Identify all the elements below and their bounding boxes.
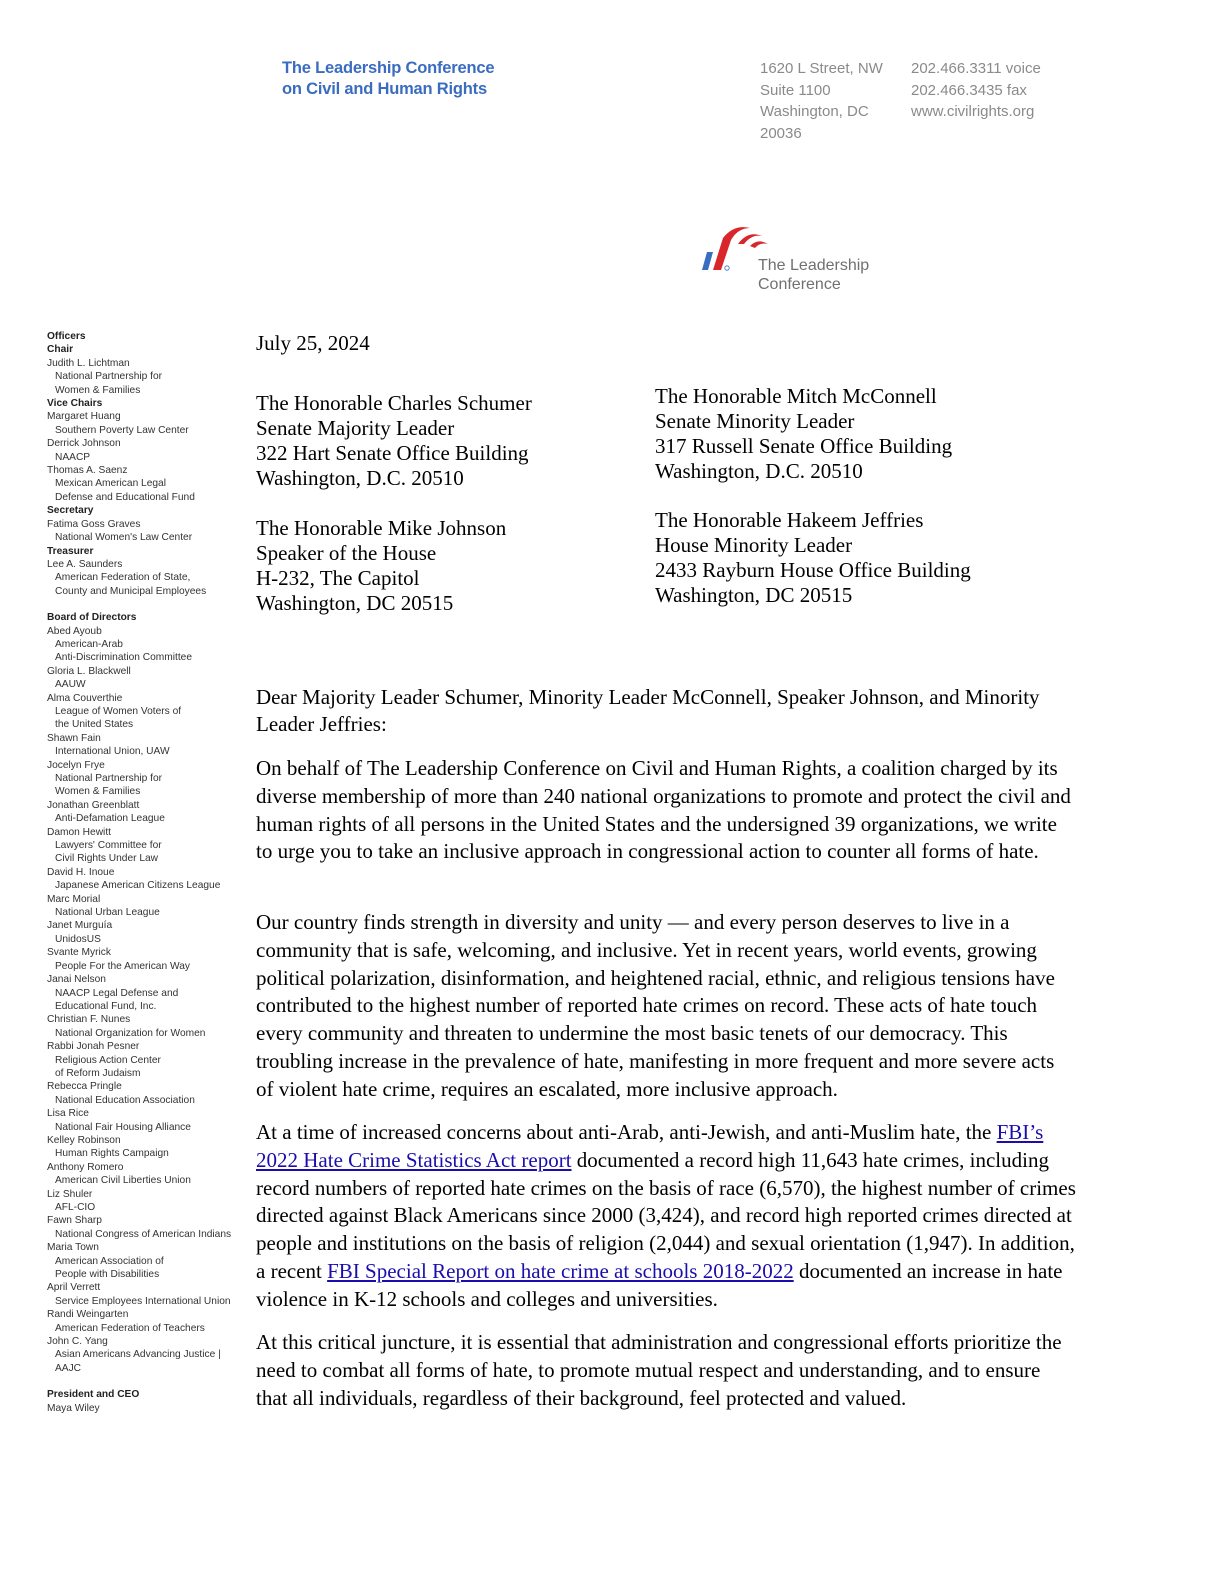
logo-text-line1: The Leadership xyxy=(758,257,870,274)
member-name: Thomas A. Saenz xyxy=(47,465,128,477)
member-name: Gloria L. Blackwell xyxy=(47,665,131,677)
recipient-line: Speaker of the House xyxy=(256,541,437,565)
member-org: American Civil Liberties Union xyxy=(55,1175,191,1187)
member-name: Christian F. Nunes xyxy=(47,1014,131,1026)
vice-chairs-list xyxy=(47,410,237,504)
recipient-line: 317 Russell Senate Office Building xyxy=(655,434,953,458)
salutation: Dear Majority Leader Schumer, Minority Leader McConnell, Speaker Johnson, and Minority Leader Jeffries: xyxy=(256,685,1040,736)
member-name: Janet Murguía xyxy=(47,920,113,932)
member-name: April Verrett xyxy=(47,1282,101,1294)
member-name: Liz Shuler xyxy=(47,1188,93,1200)
member-name: Derrick Johnson xyxy=(47,438,121,450)
recipient-line: Senate Majority Leader xyxy=(256,416,455,440)
officers-heading: Officers xyxy=(47,331,86,342)
member-org: American Federation of Teachers xyxy=(55,1322,205,1334)
recipient-line: Washington, D.C. 20510 xyxy=(256,466,464,490)
member-org: Anti-Defamation League xyxy=(55,813,165,825)
member-org: National Fair Housing Alliance xyxy=(55,1121,191,1133)
recipient-johnson xyxy=(256,516,506,616)
member-org: Religious Action Center xyxy=(55,1054,161,1066)
phone-fax: 202.466.3435 fax xyxy=(911,81,1027,99)
org-name-line1: The Leadership Conference xyxy=(282,59,495,77)
president-name: Maya Wiley xyxy=(47,1402,100,1414)
paragraph-3-text: documented a record high 11,643 hate crimes, including record numbers of reported hate crimes on the basis of race (6,570), the highest number of crimes directed against Black Americans since 2000 (3,424), and record high reported crimes directed at people and institutions on the basis of religion (2,044) and sexual orientation (1,947). In addition, a recent xyxy=(256,1147,1076,1283)
recipient-schumer xyxy=(256,391,532,491)
member-org: National Education Association xyxy=(55,1094,195,1106)
member-org: Japanese American Citizens League xyxy=(55,880,221,892)
fbi-2022-report-link[interactable]: FBI’s 2022 Hate Crime Statistics Act report xyxy=(256,1120,1044,1172)
president-heading: President and CEO xyxy=(47,1389,140,1401)
member-org: County and Municipal Employees xyxy=(55,585,207,597)
treasurer-list xyxy=(47,558,237,598)
member-org: American Federation of State, xyxy=(55,572,191,584)
member-org: National Urban League xyxy=(55,907,160,919)
vice-chairs-heading: Vice Chairs xyxy=(47,398,103,410)
member-org: National Congress of American Indians xyxy=(55,1228,232,1240)
org-address xyxy=(760,58,890,144)
secretary-list xyxy=(47,518,237,545)
member-org: Civil Rights Under Law xyxy=(55,853,159,865)
member-org: People with Disabilities xyxy=(55,1269,160,1281)
member-org: Women & Families xyxy=(55,786,141,798)
member-org: Asian Americans Advancing Justice | xyxy=(55,1349,221,1361)
member-name: Rabbi Jonah Pesner xyxy=(47,1041,140,1053)
member-name: Lee A. Saunders xyxy=(47,558,123,570)
logo-text xyxy=(758,256,869,294)
paragraph-4: At this critical juncture, it is essential that administration and congressional efforts prioritize the need to combat all forms of hate, to promote mutual respect and understanding, and to ensure that all individuals, regardless of their background, feel protected and valued. xyxy=(256,1330,1062,1410)
member-org: National Partnership for xyxy=(55,773,163,784)
member-name: Maria Town xyxy=(47,1242,99,1254)
member-org: National Women's Law Center xyxy=(55,532,193,544)
address-line: Washington, DC xyxy=(760,103,869,120)
member-name: Jonathan Greenblatt xyxy=(47,799,140,811)
member-org: Educational Fund, Inc. xyxy=(55,1000,157,1012)
member-name: Anthony Romero xyxy=(47,1161,124,1173)
member-org: Service Employees International Union xyxy=(55,1295,231,1307)
logo-text-line2: Conference xyxy=(758,276,841,293)
chair-list xyxy=(47,357,237,397)
paragraph-3-text: At a time of increased concerns about anti-Arab, anti-Jewish, and anti-Muslim hate, the xyxy=(256,1120,997,1144)
recipient-line: Washington, DC 20515 xyxy=(655,583,853,607)
recipient-line: H-232, The Capitol xyxy=(256,566,420,590)
member-org: NAACP Legal Defense and xyxy=(55,987,179,999)
member-name: Margaret Huang xyxy=(47,411,121,423)
member-org: Mexican American Legal xyxy=(55,478,166,490)
member-name: Judith L. Lichtman xyxy=(47,357,130,369)
member-name: Svante Myrick xyxy=(47,947,111,959)
member-org: UnidosUS xyxy=(55,933,101,945)
org-name-line2: on Civil and Human Rights xyxy=(282,80,487,98)
org-name xyxy=(282,58,494,100)
member-org: National Partnership for xyxy=(55,371,163,383)
recipient-mcconnell xyxy=(655,384,952,484)
address-line: Suite 1100 xyxy=(760,81,831,99)
member-org: International Union, UAW xyxy=(55,746,170,758)
member-org: People For the American Way xyxy=(55,960,190,972)
member-org: Lawyers' Committee for xyxy=(55,840,162,852)
member-name: Marc Morial xyxy=(47,893,101,905)
recipient-jeffries xyxy=(655,508,971,608)
board-heading: Board of Directors xyxy=(47,612,137,624)
member-name: John C. Yang xyxy=(47,1336,108,1348)
paragraph-1: On behalf of The Leadership Conference on Civil and Human Rights, a coalition charged by its diverse membership of more than 240 national organizations to promote and protect the civil and human rights of all persons in the United States and the undersigned 39 organizations, we write to urge you to take an inclusive approach in congressional action to counter all forms of hate. xyxy=(256,756,1071,864)
paragraph-3 xyxy=(256,1119,1076,1314)
member-org: Defense and Educational Fund xyxy=(55,491,195,503)
paragraph-2: Our country finds strength in diversity and unity — and every person deserves to live in a community that is safe, welcoming, and inclusive. Yet in recent years, world events, growing political polarization, disinformation, and heightened racial, ethnic, and religious tensions have contributed to the highest number of reported hate crimes on record. These acts of hate touch every community and threaten to undermine the most basic tenets of our democracy. This troubling increase in the prevalence of hate, manifesting in more frequent and more severe acts of violent hate crime, requires an escalated, more inclusive approach. xyxy=(256,910,1055,1101)
chair-heading: Chair xyxy=(47,344,74,356)
member-name: Janai Nelson xyxy=(47,974,106,986)
secretary-heading: Secretary xyxy=(47,505,94,517)
member-org: AFL-CIO xyxy=(55,1202,96,1213)
officers-sidebar xyxy=(47,330,237,1415)
member-org: Anti-Discrimination Committee xyxy=(55,652,192,664)
member-name: Kelley Robinson xyxy=(47,1134,121,1146)
member-org: the United States xyxy=(55,719,134,731)
paragraph-3-text: documented an increase in hate violence in K-12 schools and colleges and universities. xyxy=(256,1258,1063,1311)
board-list xyxy=(47,625,237,1376)
leadership-conference-logo xyxy=(694,220,894,294)
treasurer-heading: Treasurer xyxy=(47,545,94,557)
member-org: NAACP xyxy=(55,451,91,463)
letter-date: July 25, 2024 xyxy=(256,331,370,355)
recipient-line: The Honorable Charles Schumer xyxy=(256,391,532,415)
recipient-line: The Honorable Mike Johnson xyxy=(256,516,507,540)
member-org: American-Arab xyxy=(55,638,123,650)
member-name: Fawn Sharp xyxy=(47,1215,102,1227)
member-name: Abed Ayoub xyxy=(47,625,102,637)
member-org: AAJC xyxy=(55,1362,82,1374)
member-name: David H. Inoue xyxy=(47,866,115,878)
member-org: National Organization for Women xyxy=(55,1027,206,1039)
recipient-line: House Minority Leader xyxy=(655,533,853,557)
recipient-line: Senate Minority Leader xyxy=(655,409,855,433)
member-name: Fatima Goss Graves xyxy=(47,518,141,530)
member-name: Jocelyn Frye xyxy=(47,759,105,771)
member-name: Damon Hewitt xyxy=(47,826,111,838)
member-org: AAUW xyxy=(55,679,86,691)
address-line: 20036 xyxy=(760,124,802,142)
recipient-line: 2433 Rayburn House Office Building xyxy=(655,558,971,582)
recipient-line: Washington, D.C. 20510 xyxy=(655,459,863,483)
member-name: Rebecca Pringle xyxy=(47,1081,122,1093)
recipient-line: The Honorable Hakeem Jeffries xyxy=(655,508,924,532)
member-name: Lisa Rice xyxy=(47,1108,89,1120)
member-org: American Association of xyxy=(55,1255,164,1267)
recipient-line: The Honorable Mitch McConnell xyxy=(655,384,937,408)
member-org: of Reform Judaism xyxy=(55,1067,141,1079)
member-name: Alma Couverthie xyxy=(47,692,123,704)
member-org: Human Rights Campaign xyxy=(55,1148,169,1160)
member-name: Shawn Fain xyxy=(47,732,101,744)
org-contact xyxy=(911,58,1071,123)
member-name: Randi Weingarten xyxy=(47,1309,129,1321)
fbi-schools-report-link[interactable]: FBI Special Report on hate crime at schools 2018-2022 xyxy=(327,1258,794,1283)
member-org: Southern Poverty Law Center xyxy=(55,424,189,436)
member-org: League of Women Voters of xyxy=(55,705,182,717)
phone-voice: 202.466.3311 voice xyxy=(911,60,1041,77)
recipient-line: 322 Hart Senate Office Building xyxy=(256,441,529,465)
member-org: Women & Families xyxy=(55,384,141,396)
address-line: 1620 L Street, NW xyxy=(760,60,883,77)
website: www.civilrights.org xyxy=(911,103,1035,120)
recipient-line: Washington, DC 20515 xyxy=(256,591,454,615)
